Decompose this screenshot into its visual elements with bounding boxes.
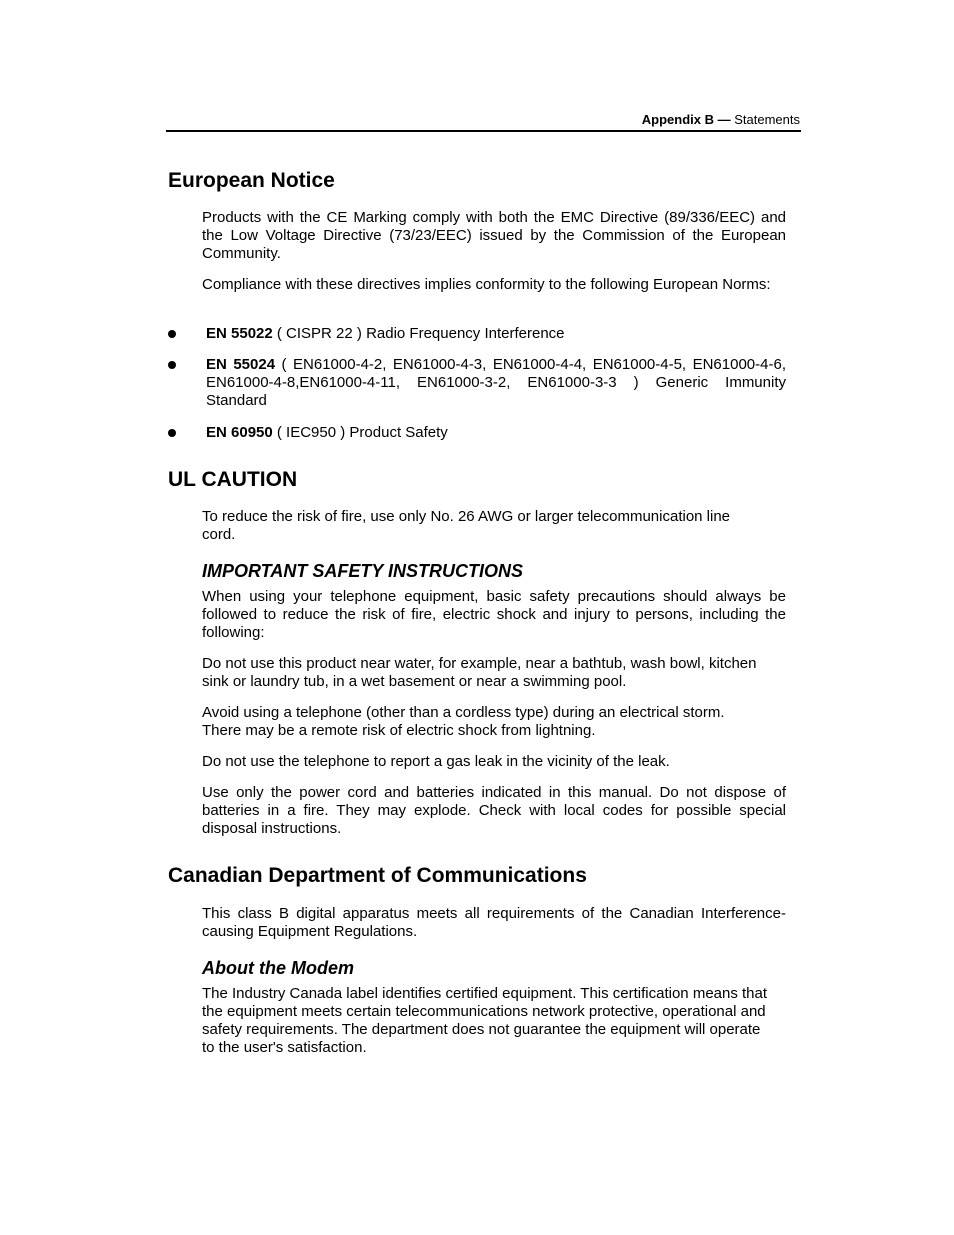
bullet-icon <box>168 361 176 369</box>
ul-paragraph-1: To reduce the risk of fire, use only No. 26 AWG or larger telecommunication line cord. <box>202 508 731 543</box>
european-paragraph-2: Compliance with these directives implies conformity to the following European Norms: <box>202 276 771 293</box>
header-rule <box>166 130 801 132</box>
bullet-icon <box>168 330 176 338</box>
running-header <box>166 112 800 128</box>
european-notice-heading: European Notice <box>168 169 335 192</box>
canadian-paragraph-1: This class B digital apparatus meets all requirements of the Canadian Interference-causing Equipment Regulations. <box>202 905 786 940</box>
canadian-heading: Canadian Department of Communications <box>168 864 587 887</box>
norm-code: EN 55024 <box>206 356 276 373</box>
ul-paragraph-4: Avoid using a telephone (other than a cordless type) during an electrical storm. There may be a remote risk of electric shock from lightning. <box>202 704 725 739</box>
ul-paragraph-6: Use only the power cord and batteries indicated in this manual. Do not dispose of batteries in a fire. They may explode. Check with local codes for possible special disposal instructions. <box>202 784 786 837</box>
about-modem-heading: About the Modem <box>202 958 354 978</box>
ul-caution-heading: UL CAUTION <box>168 468 298 491</box>
bullet-icon <box>168 429 176 437</box>
ul-paragraph-2: When using your telephone equipment, basic safety precautions should always be followed to reduce the risk of fire, electric shock and injury to persons, including the following: <box>202 588 786 641</box>
canadian-paragraph-2: The Industry Canada label identifies certified equipment. This certification means that the equipment meets certain telecommunications network protective, operational and safety requirements. The department does not guarantee the equipment will operate to the user's satisfaction. <box>202 985 768 1056</box>
norm-list-item <box>206 356 786 410</box>
ul-paragraph-3: Do not use this product near water, for example, near a bathtub, wash bowl, kitchen sink or laundry tub, in a wet basement or near a swimming pool. <box>202 655 757 690</box>
european-paragraph-1: Products with the CE Marking comply with both the EMC Directive (89/336/EEC) and the Low Voltage Directive (73/23/EEC) issued by the Commission of the European Community. <box>202 209 786 262</box>
safety-instructions-heading: IMPORTANT SAFETY INSTRUCTIONS <box>202 561 524 581</box>
norm-code: EN 60950 <box>206 424 273 441</box>
header-section: Statements <box>730 112 800 127</box>
header-appendix: Appendix B — <box>641 112 731 127</box>
ul-paragraph-5: Do not use the telephone to report a gas leak in the vicinity of the leak. <box>202 753 670 770</box>
norm-description: ( IEC950 ) Product Safety <box>272 424 448 441</box>
norm-list-item <box>206 424 786 442</box>
norm-list-item <box>206 325 786 343</box>
norm-description: ( EN61000-4-2, EN61000-4-3, EN61000-4-4, EN61000-4-5, EN61000-4-6, EN61000-4-8,EN61000-4-11, EN61000-3-2, EN61000-3-3 ) Generic Immunity Standard <box>206 356 786 409</box>
norm-description: ( CISPR 22 ) Radio Frequency Interference <box>272 325 565 342</box>
norm-code: EN 55022 <box>206 325 273 342</box>
